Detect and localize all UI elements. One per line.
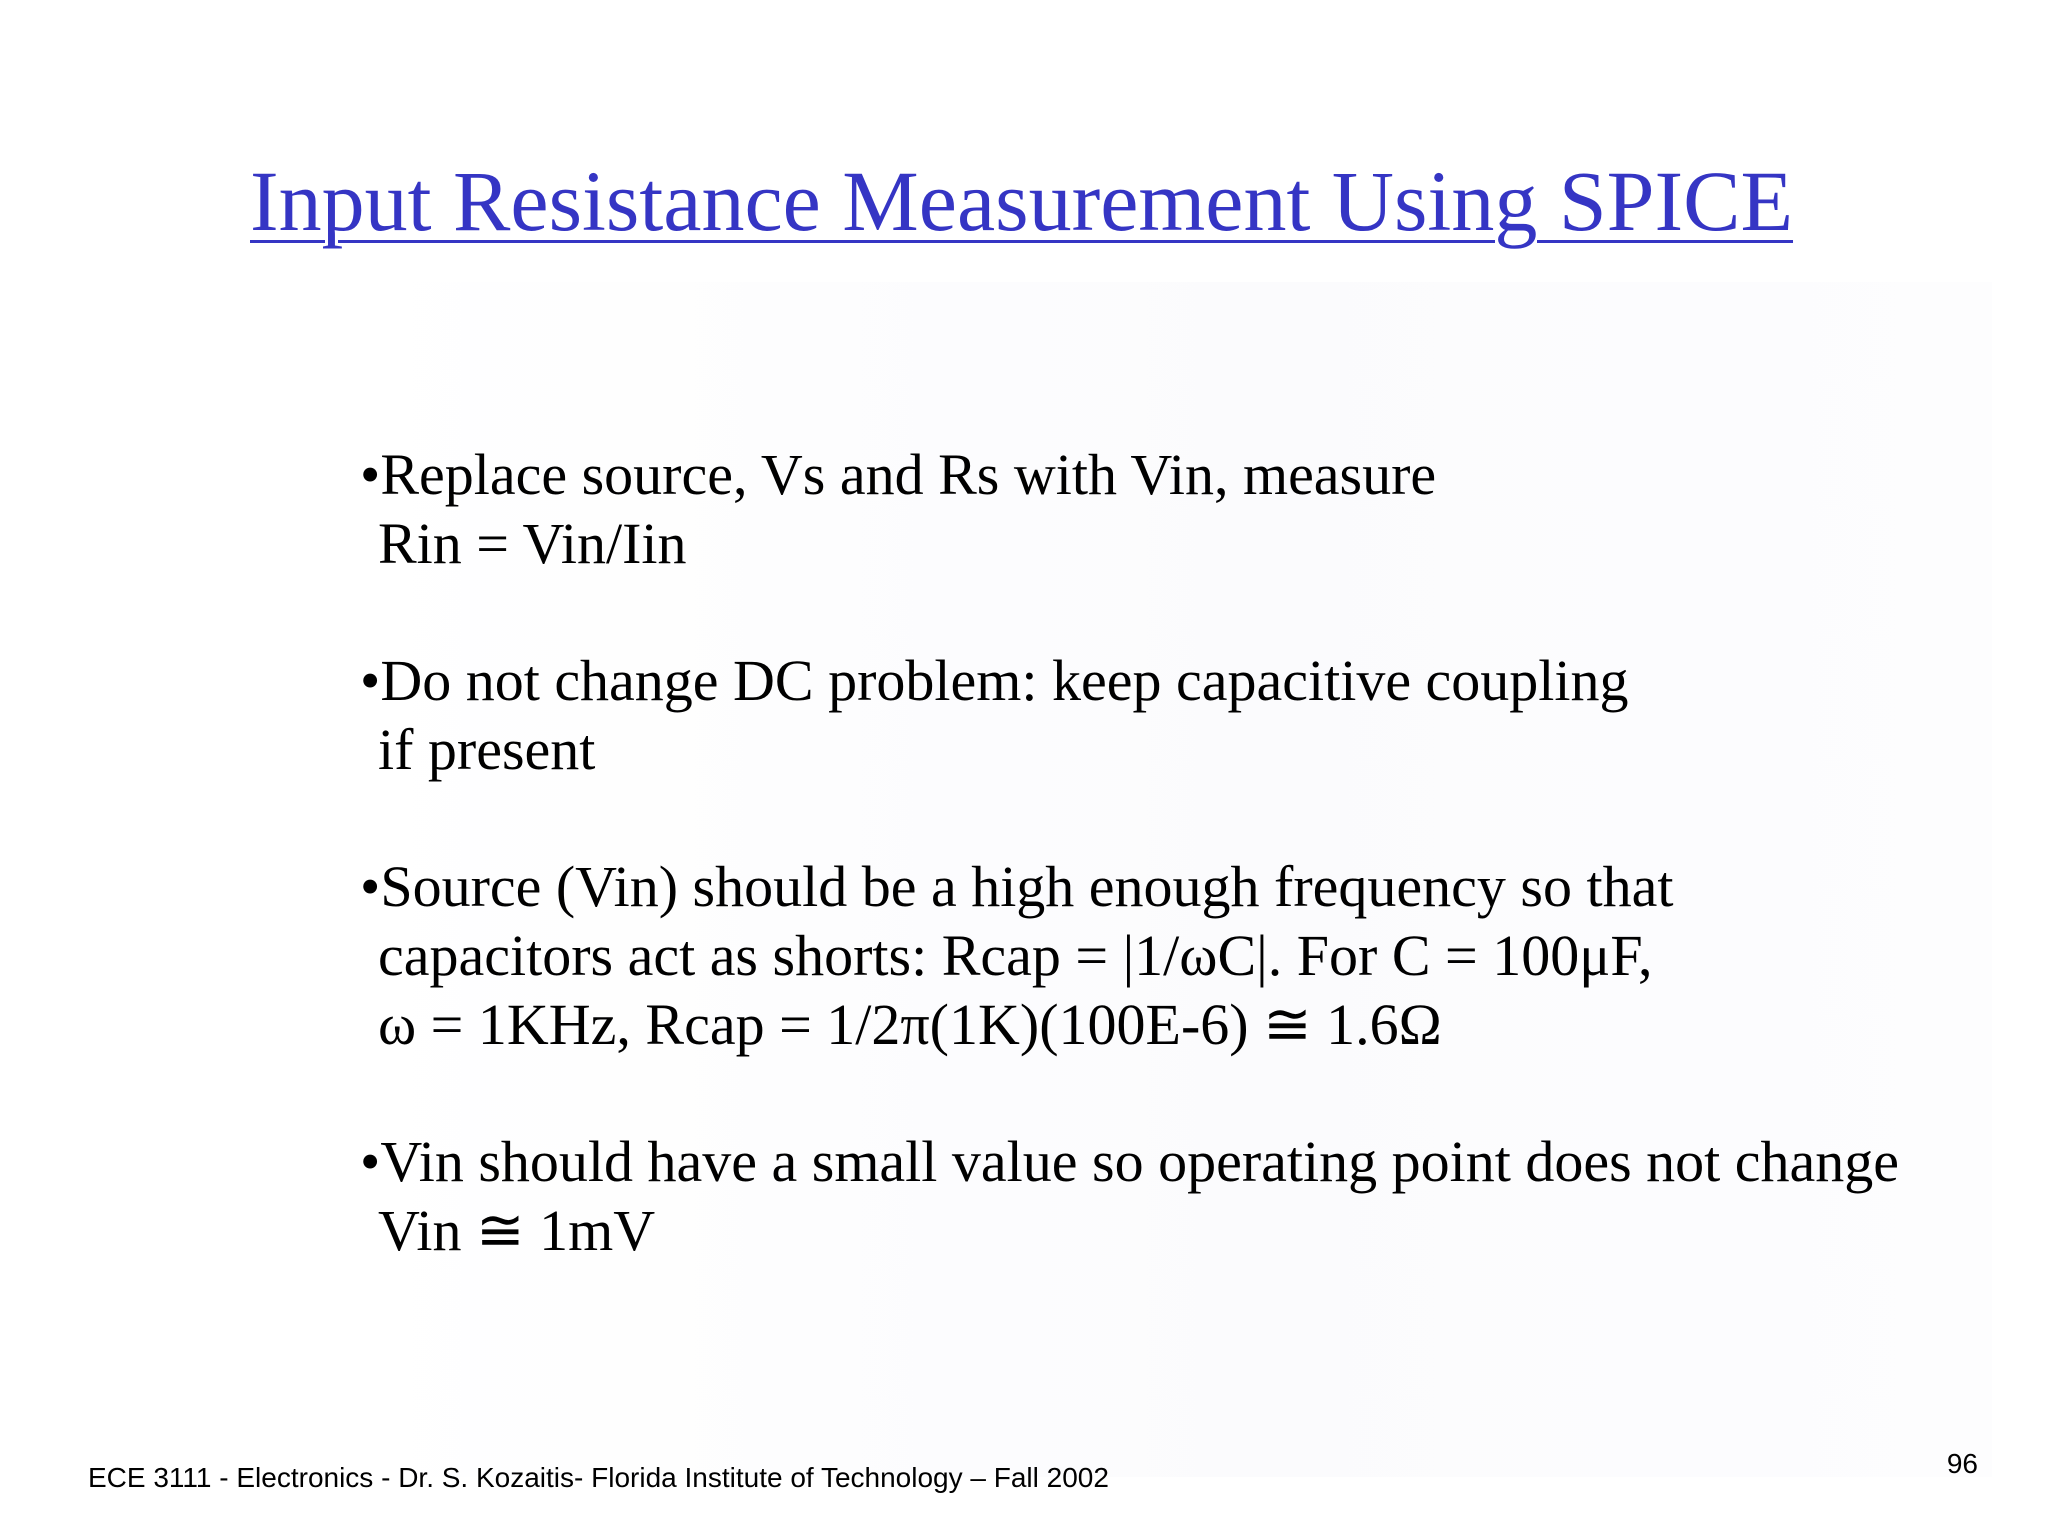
bullet-text: Do not change DC problem: keep capacitive coupling <box>380 648 1629 713</box>
bullet-line <box>360 440 2000 509</box>
bullet-line: if present <box>378 717 596 782</box>
bullet-line: Vin ≅ 1mV <box>378 1198 656 1263</box>
bullet-marker: • <box>360 854 381 919</box>
bullet-item <box>360 646 2000 784</box>
bullet-line: capacitors act as shorts: Rcap = |1/ωC|. For C = 100μF, <box>378 923 1653 988</box>
bullet-line <box>360 646 2000 715</box>
bullet-marker: • <box>360 442 381 507</box>
bullet-item <box>360 852 2000 1059</box>
bullet-line <box>360 852 2000 921</box>
bullet-marker: • <box>360 648 381 713</box>
bullet-text: Source (Vin) should be a high enough frequency so that <box>380 854 1674 919</box>
bullet-line: Rin = Vin/Iin <box>378 511 687 576</box>
slide-title: Input Resistance Measurement Using SPICE <box>250 153 1794 249</box>
bullet-item <box>360 440 2000 578</box>
bullet-line: ω = 1KHz, Rcap = 1/2π(1K)(100E-6) ≅ 1.6Ω <box>378 992 1442 1057</box>
bullet-marker: • <box>360 1129 381 1194</box>
footer-text: ECE 3111 - Electronics - Dr. S. Kozaitis- Florida Institute of Technology – Fall 2002 <box>88 1462 1109 1493</box>
bullet-line <box>360 1127 2000 1196</box>
bullet-list <box>360 440 2000 1333</box>
bullet-text: Vin should have a small value so operating point does not change <box>380 1129 1899 1194</box>
page-number: 96 <box>1946 1448 1978 1479</box>
bullet-text: Replace source, Vs and Rs with Vin, measure <box>380 442 1437 507</box>
bullet-item <box>360 1127 2000 1265</box>
